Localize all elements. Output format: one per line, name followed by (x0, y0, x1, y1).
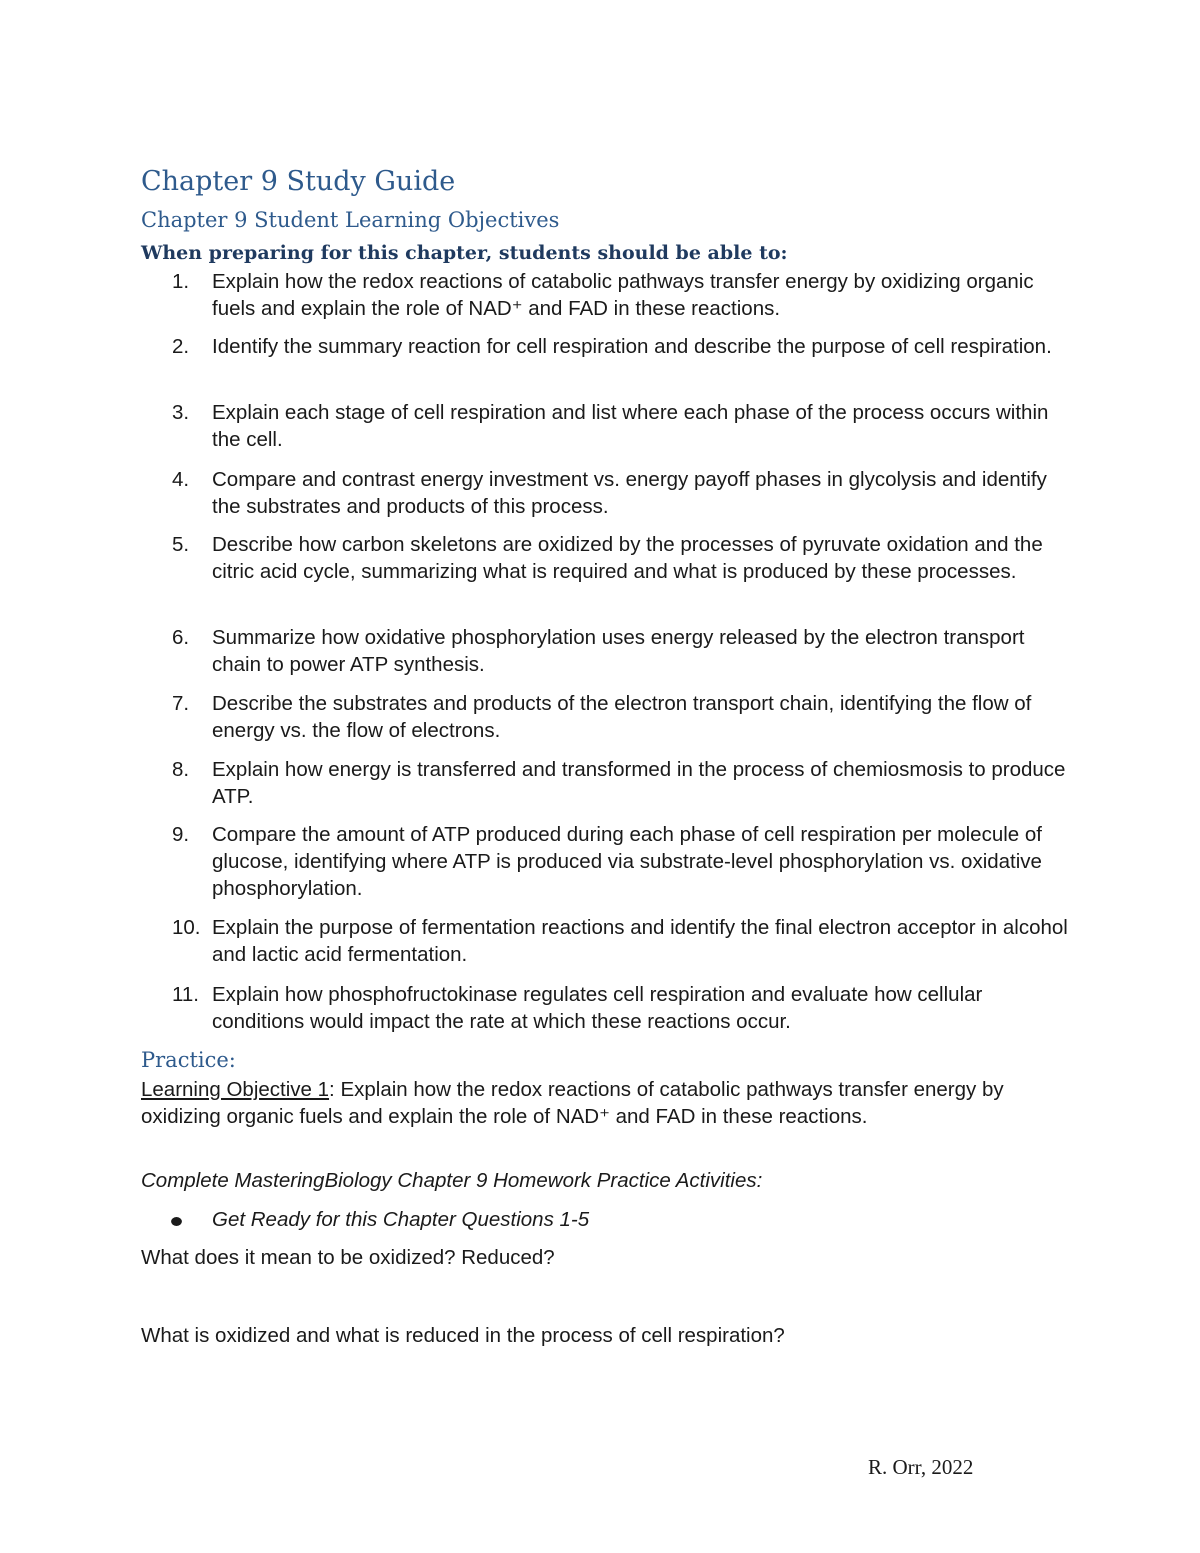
list-item-number: 7. (172, 692, 190, 715)
list-item-text: Explain how the redox reactions of catabolic pathways transfer energy by oxidizing organic fuels and explain the role of NAD⁺ and FAD in these reactions. (212, 270, 1034, 320)
learning-objective-text: : Explain how the redox reactions of catabolic pathways transfer energy by oxidizing organic fuels and explain the role of NAD⁺ and FAD in these reactions. (141, 1078, 1004, 1128)
list-item-text: Describe how carbon skeletons are oxidized by the processes of pyruvate oxidation and the citric acid cycle, summarizing what is required and what is produced by these processes. (212, 533, 1043, 583)
learning-objective-label: Learning Objective 1 (141, 1078, 330, 1101)
list-item-text: Compare the amount of ATP produced during each phase of cell respiration per molecule of glucose, identifying where ATP is produced via substrate-level phosphorylation vs. oxidative phosphorylation. (212, 823, 1042, 900)
page-title: Chapter 9 Study Guide (141, 166, 456, 197)
list-item-number: 11. (172, 983, 199, 1006)
question-text: What does it mean to be oxidized? Reduced? (141, 1246, 555, 1269)
list-item-number: 6. (172, 626, 190, 649)
section-heading: Chapter 9 Student Learning Objectives (141, 208, 560, 232)
intro-text: When preparing for this chapter, students should be able to: (141, 242, 788, 264)
list-item-text: Identify the summary reaction for cell respiration and describe the purpose of cell respiration. (212, 335, 1052, 358)
list-item-text: Summarize how oxidative phosphorylation uses energy released by the electron transport chain to power ATP synthesis. (212, 626, 1025, 676)
list-item-text: Describe the substrates and products of the electron transport chain, identifying the flow of energy vs. the flow of electrons. (212, 692, 1032, 742)
list-item-number: 9. (172, 823, 190, 846)
list-item-text: Explain how phosphofructokinase regulates cell respiration and evaluate how cellular conditions would impact the rate at which these reactions occur. (212, 983, 983, 1033)
list-item-text: Explain how energy is transferred and transformed in the process of chemiosmosis to produce ATP. (212, 758, 1066, 808)
list-item-number: 2. (172, 335, 190, 358)
list-item-text: Explain each stage of cell respiration and list where each phase of the process occurs within the cell. (212, 401, 1049, 451)
list-item-text: Compare and contrast energy investment vs. energy payoff phases in glycolysis and identify the substrates and products of this process. (212, 468, 1047, 518)
list-item-number: 5. (172, 533, 190, 556)
list-item-text: Explain the purpose of fermentation reactions and identify the final electron acceptor in alcohol and lactic acid fermentation. (212, 916, 1068, 966)
bullet-text: Get Ready for this Chapter Questions 1-5 (212, 1208, 590, 1231)
learning-objective-paragraph (141, 1076, 1061, 1130)
footer-author: R. Orr, 2022 (868, 1455, 974, 1479)
list-item-number: 1. (172, 270, 190, 293)
list-item-number: 3. (172, 401, 190, 424)
bullet-icon (171, 1217, 182, 1226)
list-item-number: 4. (172, 468, 190, 491)
list-item-number: 10. (172, 916, 201, 939)
question-text: What is oxidized and what is reduced in the process of cell respiration? (141, 1324, 785, 1347)
list-item-number: 8. (172, 758, 190, 781)
practice-heading: Practice: (141, 1048, 236, 1072)
activities-instruction: Complete MasteringBiology Chapter 9 Homework Practice Activities: (141, 1169, 763, 1192)
